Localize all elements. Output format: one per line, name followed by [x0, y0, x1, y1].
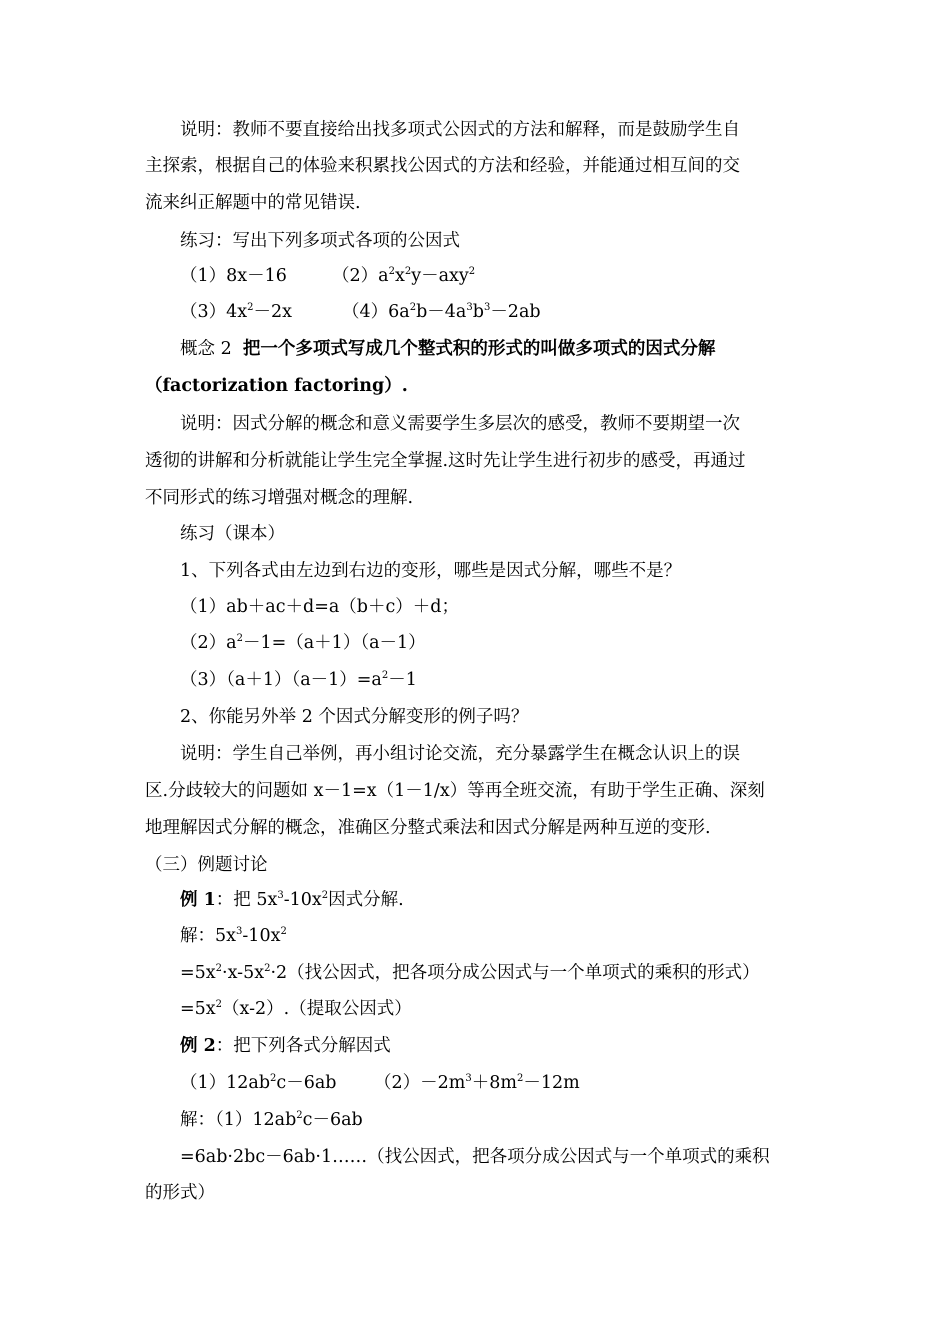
example2-step1-continued: 的形式） — [145, 1183, 215, 1203]
para1-line3: 流来纠正解题中的常见错误. — [145, 193, 361, 213]
example1-solution: 解：$5x^3-10x^2$ — [180, 926, 287, 946]
para3-line1: 说明：学生自己举例，再小组讨论交流，充分暴露学生在概念认识上的误 — [180, 744, 740, 764]
example1-title: 例 1：把 $5x^3-10x^2$因式分解. — [180, 890, 404, 910]
exercise1-item1: （1）8x－16 — [180, 266, 287, 286]
example2-title: 例 2：把下列各式分解因式 — [180, 1036, 391, 1056]
exercise2-question2: 2、你能另外举 2 个因式分解变形的例子吗？ — [180, 707, 529, 727]
exercise2-title: 练习（课本） — [180, 524, 285, 544]
concept2-label: 概念 2 — [180, 339, 232, 359]
exercise2-item3: $(3)(a+1)(a-1)=a^2-1$ — [180, 670, 417, 690]
example2-item1: $(1)12ab^2c-6ab$ — [180, 1073, 337, 1093]
para2-line2: 透彻的讲解和分析就能让学生完全掌握.这时先让学生进行初步的感受，再通过 — [145, 451, 746, 471]
example1-step1: $=5x^2\cdot x-5x^2\cdot 2$（找公因式，把各项分成公因式与一个单项式的乘积的形式） — [180, 963, 760, 983]
para2-line3: 不同形式的练习增强对概念的理解. — [145, 488, 414, 508]
exercise2-question1: 1、下列各式由左边到右边的变形，哪些是因式分解，哪些不是？ — [180, 561, 682, 581]
para1-line2: 主探索，根据自己的体验来积累找公因式的方法和经验，并能通过相互间的交 — [145, 156, 740, 176]
exercise2-item1: （1）ab＋ac＋d=a（b＋c）＋d； — [180, 597, 460, 617]
para1-line1: 说明：教师不要直接给出找多项式公因式的方法和解释，而是鼓励学生自 — [180, 120, 740, 140]
para3-line2: 区.分歧较大的问题如 x－1=x（1－1/x）等再全班交流，有助于学生正确、深刻 — [145, 781, 765, 801]
exercise1-item3: $(3)4x^2-2x$ — [180, 302, 293, 322]
exercise2-item2: $(2)a^2-1=(a+1)(a-1)$ — [180, 633, 426, 653]
concept2-line1 — [180, 336, 715, 362]
para2-line1: 说明：因式分解的概念和意义需要学生多层次的感受，教师不要期望一次 — [180, 414, 740, 434]
exercise1-item4: $(4)6a^2b-4a^3b^3-2ab$ — [342, 302, 541, 322]
section-heading: （三）例题讨论 — [145, 855, 268, 875]
example2-item2: $(2)-2m^3+8m^2-12m$ — [374, 1073, 580, 1093]
example2-solution: 解：$(1)12ab^2c-6ab$ — [180, 1110, 363, 1130]
para3-line3: 地理解因式分解的概念，准确区分整式乘法和因式分解是两种互逆的变形. — [145, 818, 711, 838]
example2-step1: =6ab·2bc－6ab·1……（找公因式，把各项分成公因式与一个单项式的乘积 — [180, 1147, 770, 1167]
concept2-line2: （factorization factoring）. — [145, 376, 408, 396]
example2-label: 例 2 — [180, 1036, 216, 1056]
example1-step2: $=5x^2(x-2)$.（提取公因式） — [180, 999, 412, 1019]
exercise1-title: 练习：写出下列多项式各项的公因式 — [180, 231, 460, 251]
concept2-definition: 把一个多项式写成几个整式积的形式的叫做多项式的因式分解 — [242, 339, 716, 359]
exercise1-item2: $(2)a^2x^2y-axy^2$ — [332, 266, 476, 286]
example1-label: 例 1 — [180, 890, 216, 910]
